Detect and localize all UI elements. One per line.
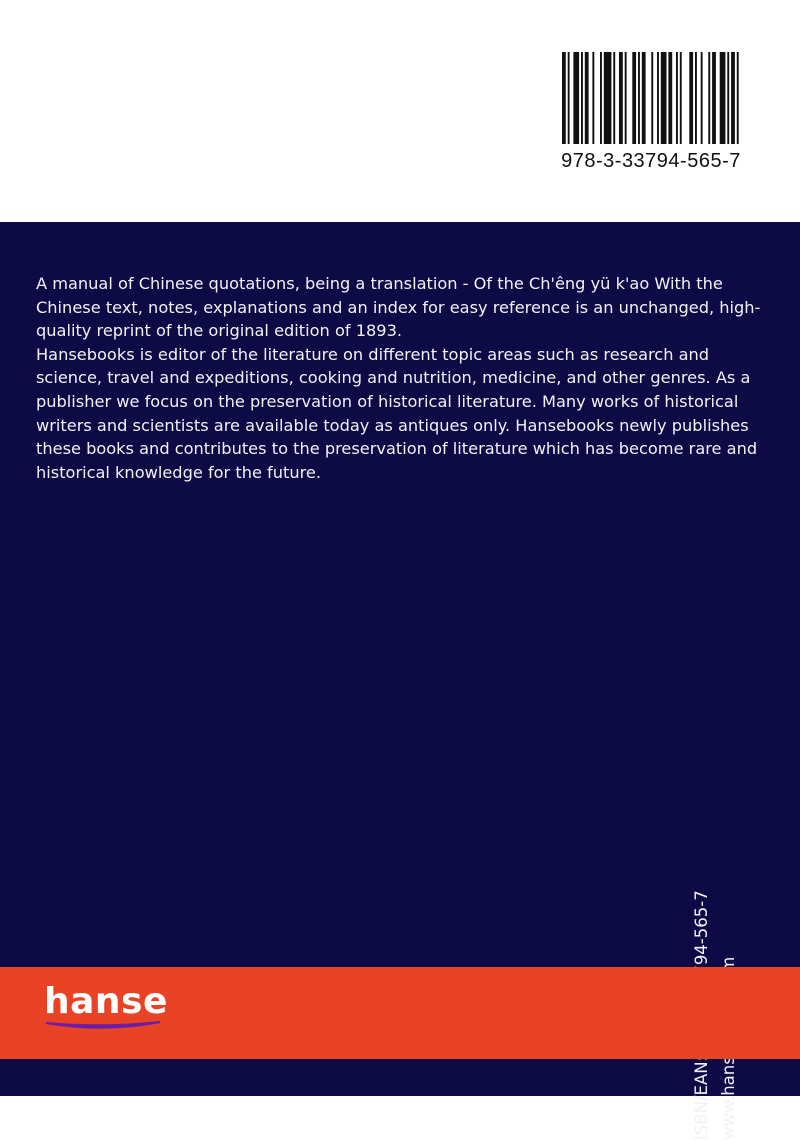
barcode [560,52,742,182]
top-white-area [0,0,800,222]
logo-swoosh-icon [44,1019,162,1031]
description-paragraph-2: Hansebooks is editor of the literature on different topic areas such as research and science, travel and expeditions, cooking and nutrition, medicine, and other genres. As a publisher we focus on the preservation of historical literature. Many works of historical writers and scientists are available today as antiques only. Hansebooks newly publishes these books and contributes to the preservation of literature which has become rare and historical knowledge for the future. [36,344,758,482]
hanse-logo-text: hanse [44,981,168,1022]
description-text [36,272,766,484]
publisher-band [0,967,800,1059]
hanse-logo [44,981,174,1037]
description-paragraph-1: A manual of Chinese quotations, being a translation - Of the Ch'êng yü k'ao With the Chinese text, notes, explanations and an index for easy reference is an unchanged, high-quality reprint of the original edition of 1893. [36,274,761,341]
back-cover-panel [0,222,800,1096]
barcode-bars [560,52,742,148]
barcode-number: 978-3-33794-565-7 [561,150,741,172]
